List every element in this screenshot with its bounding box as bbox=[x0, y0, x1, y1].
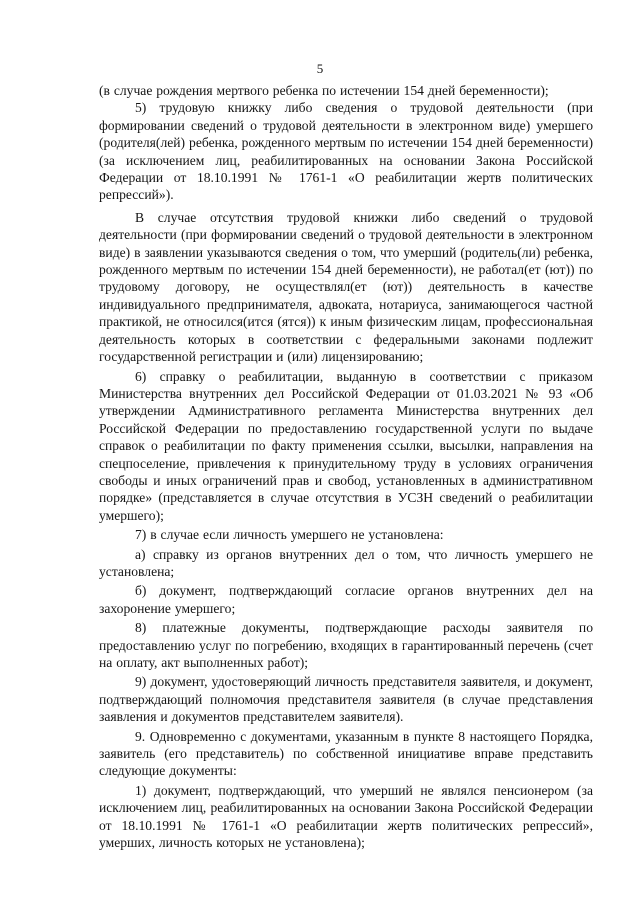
paragraph-continuation: (в случае рождения мертвого ребенка по истечении 154 дней беременности); bbox=[99, 83, 549, 98]
page-number: 5 bbox=[316, 61, 324, 76]
paragraph-item-7a: а) справку из органов внутренних дел о том, что личность умершего не установлена; bbox=[99, 546, 593, 579]
paragraph-item-6: 6) справку о реабилитации, выданную в соответствии с приказом Министерства внутренних дел Российской Федерации от 01.03.2021 № 93 «Об утверждении Административного регламента Министерства внутренних дел Российской Федерации по предоставлению государственной услуги по выдаче справок о реабилитации по факту применения ссылки, высылки, направления на спецпоселение, привлечения к принудительному труду в условиях ограничения свободы и иных ограничений прав и свобод, установленных в административном порядке» (представляется в случае отсутствия в УСЗН сведений о реабилитации умершего); bbox=[99, 368, 593, 523]
document-body bbox=[99, 82, 593, 851]
paragraph-item-9: 9) документ, удостоверяющий личность представителя заявителя, и документ, подтверждающий полномочия представителя заявителя (в случае представления заявления и документов представителем заявителя). bbox=[99, 674, 593, 725]
paragraph-section-9-item-1: 1) документ, подтверждающий, что умерший не являлся пенсионером (за исключением лиц, реабилитированных на основании Закона Российской Федерации от 18.10.1991 № 1761-1 «О реабилитации жертв политических репрессий», умерших, личность которых не установлена); bbox=[99, 782, 593, 851]
paragraph-no-workbook: В случае отсутствия трудовой книжки либо сведений о трудовой деятельности (при формировании сведений о трудовой деятельности в электронном виде) в заявлении указываются сведения о том, что умерший (родитель(ли) ребенка, рожденного мертвым по истечении 154 дней беременности), не работал(ет (ют)) по трудовому договору, не осуществлял(ет (ют)) деятельность в качестве индивидуального предпринимателя, адвоката, нотариуса, занимающегося частной практикой, не относился(ится (ятся)) к иным физическим лицам, профессиональная деятельность которых в соответствии с федеральными законами подлежит государственной регистрации и (или) лицензированию; bbox=[99, 209, 593, 365]
paragraph-item-7: 7) в случае если личность умершего не установлена: bbox=[135, 527, 444, 543]
paragraph-item-5: 5) трудовую книжку либо сведения о трудовой деятельности (при формировании сведений о трудовой деятельности в электронном виде) умершего (родителя(лей) ребенка, рожденного мертвым по истечении 154 дней беременности) (за исключением лиц, реабилитированных на основании Закона Российской Федерации от 18.10.1991 № 1761-1 «О реабилитации жертв политических репрессий»). bbox=[99, 100, 593, 203]
paragraph-item-7b: б) документ, подтверждающий согласие органов внутренних дел на захоронение умершего; bbox=[99, 583, 593, 616]
paragraph-item-8: 8) платежные документы, подтверждающие расходы заявителя по предоставлению услуг по погребению, входящих в гарантированный перечень (счет на оплату, акт выполненных работ); bbox=[99, 620, 593, 670]
paragraph-section-9: 9. Одновременно с документами, указанным в пункте 8 настоящего Порядка, заявитель (его представитель) по собственной инициативе вправе представить следующие документы: bbox=[99, 728, 593, 779]
